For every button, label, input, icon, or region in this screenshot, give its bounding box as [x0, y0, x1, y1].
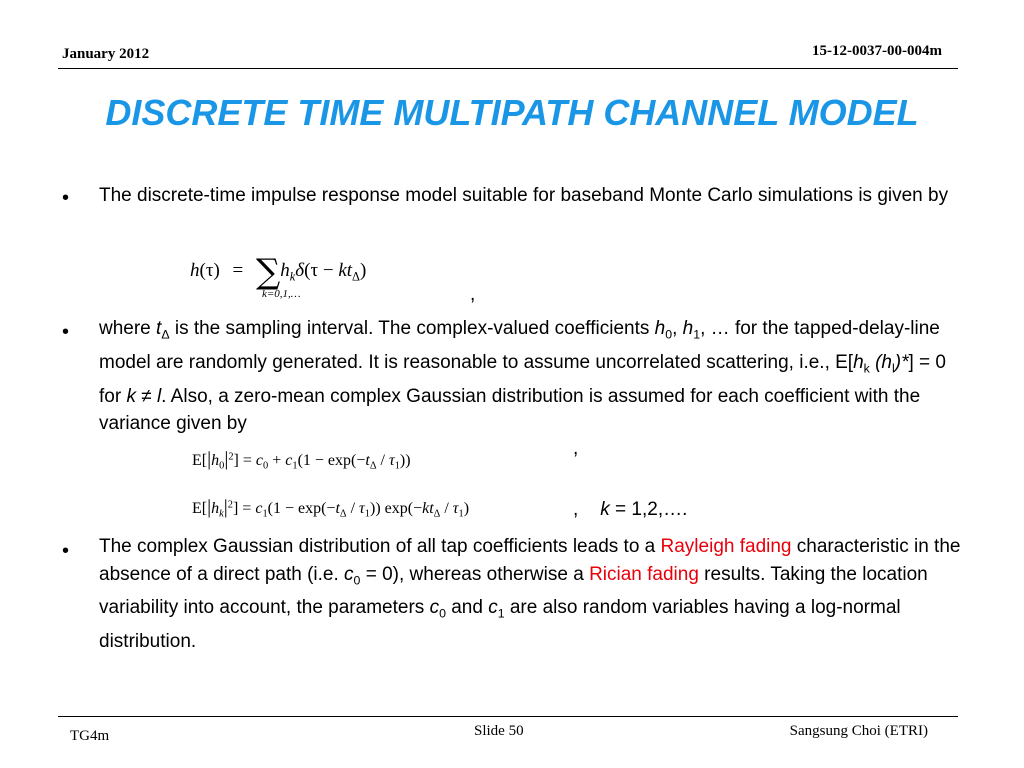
- eq1-args1: (τ −: [304, 260, 339, 281]
- header-doc-id: 15-12-0037-00-004m: [812, 43, 942, 59]
- eq2-comma: ,: [573, 438, 579, 459]
- rayleigh-fading-term: Rayleigh fading: [660, 536, 792, 557]
- bullet-1-text: The discrete-time impulse response model suitable for baseband Monte Carlo simulations is given by: [99, 185, 949, 206]
- bullet-marker: •: [62, 187, 70, 209]
- bullet-marker: •: [62, 540, 70, 562]
- eq3-k-range: , k = 1,2,….: [573, 499, 688, 520]
- slide-title: DISCRETE TIME MULTIPATH CHANNEL MODEL: [105, 92, 919, 133]
- equation-impulse-response: [190, 252, 366, 292]
- header-date: January 2012: [62, 46, 150, 62]
- footer-rule: [58, 716, 958, 717]
- eq1-sum-limits: k=0,1,…: [262, 288, 301, 300]
- eq1-equals: =: [232, 260, 244, 281]
- eq1-comma: ,: [470, 284, 476, 305]
- eq1-kt-sub: Δ: [352, 269, 360, 284]
- footer-slide-number: Slide 50: [474, 723, 524, 739]
- bullet-2-text: where $t_\Delta$ is the sampling interval. The complex-valued coefficients $h_0$, $h_1$, … for the tapped-delay-line model are randomly generated. It is reasonable to assume uncorrelated scattering, i.e., $E[h_k$ $(h_l)*] = 0$ for k ≠ l. Also, a zero-mean complex Gaussian distribution is assumed for each coefficient with the variance given by: [99, 318, 946, 435]
- eq1-kt: kt: [338, 260, 353, 281]
- eq1-sum-symbol: ∑: [256, 252, 281, 292]
- footer-author: Sangsung Choi (ETRI): [789, 723, 928, 739]
- eq1-hk: h: [280, 260, 290, 281]
- eq1-h: h: [190, 260, 200, 281]
- equation-variance-hk: $E[|h_k|^2] = c_1(1 - \exp(-t_\Delta / \tau_1))$ $\exp(-kt_\Delta / \tau_1)$: [192, 496, 470, 520]
- header-rule: [58, 68, 958, 69]
- eq1-lhs-args: (τ): [199, 260, 220, 281]
- eq1-args2: ): [359, 260, 367, 281]
- footer-group-name: TG4m: [70, 728, 110, 744]
- bullet-marker: •: [62, 321, 70, 343]
- equation-variance-h0: $E[|h_0|^2] = c_0 + c_1(1 - \exp(-t_\Delta / \tau_1))$: [192, 448, 411, 472]
- bullet-3-text: The complex Gaussian distribution of all tap coefficients leads to a Rayleigh fading characteristic in the absence of a direct path (i.e. $c_0 = 0$), whereas otherwise a Rician fading results. Taking the location variability into account, the parameters $c_0$ and $c_1$ are also random variables having a log-normal distribution.: [99, 536, 961, 653]
- eq1-hk-sub: k: [289, 269, 296, 284]
- eq1-delta: δ: [295, 260, 305, 281]
- rician-fading-term: Rician fading: [589, 563, 699, 585]
